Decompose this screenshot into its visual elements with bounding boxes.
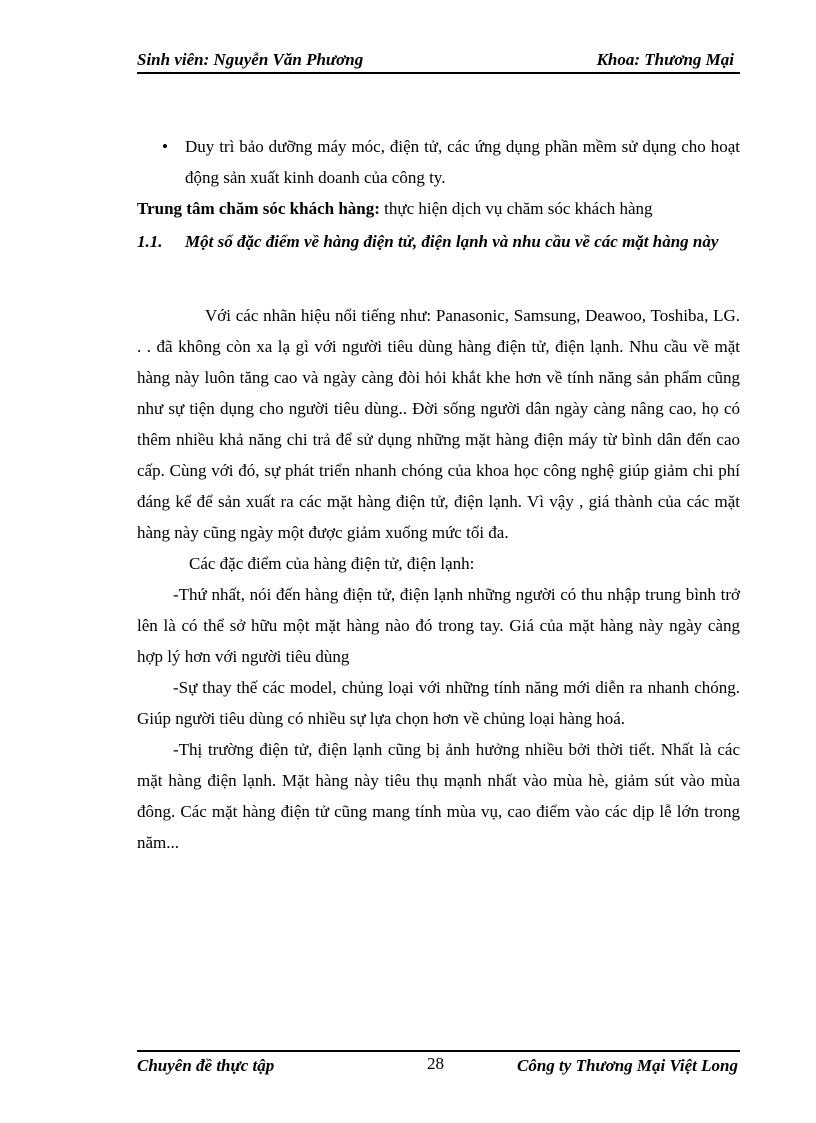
page-header — [137, 50, 740, 74]
paragraph-first-feature: -Thứ nhất, nói đến hàng điện tử, điện lạnh những người có thu nhập trung bình trở lên là có thể sở hữu một mặt hàng nào đó trong tay. Giá của mặt hàng này ngày càng hợp lý hơn với người tiêu dùng — [137, 585, 740, 666]
paragraph-second-feature: -Sự thay thế các model, chủng loại với những tính năng mới diễn ra nhanh chóng. Giúp người tiêu dùng có nhiều sự lựa chọn hơn về chủng loại hàng hoá. — [137, 678, 740, 728]
bullet-item — [137, 131, 740, 193]
section-number: 1.1. — [137, 232, 163, 251]
section-heading — [137, 226, 740, 257]
page-footer — [137, 1050, 740, 1075]
section-title: Một số đặc điểm về hàng điện tử, điện lạnh và nhu cầu về các mặt hàng này — [185, 232, 719, 251]
bullet-icon: • — [162, 137, 168, 156]
footer-report-type: Chuyên đề thực tập — [137, 1056, 275, 1075]
bullet-text: Duy trì bảo dưỡng máy móc, điện tử, các ứng dụng phần mềm sử dụng cho hoạt động sản xuất kinh doanh của công ty. — [185, 137, 740, 187]
spacer — [137, 257, 740, 288]
service-center-text: thực hiện dịch vụ chăm sóc khách hàng — [379, 199, 653, 218]
service-center-line — [137, 193, 740, 224]
page-body — [137, 131, 740, 858]
paragraph-brands: Với các nhãn hiệu nổi tiếng như: Panasonic, Samsung, Deawoo, Toshiba, LG. . . đã không còn xa lạ gì với người tiêu dùng hàng điện tử, điện lạnh. Nhu cầu về mặt hàng này luôn tăng cao và ngày càng đòi hỏi khắt khe hơn về tính năng sản phẩm cũng như sự tiện dụng cho người tiêu dùng.. Đời sống người dân ngày càng nâng cao, họ có thêm nhiều khả năng chi trả để sử dụng những mặt hàng điện máy từ bình dân đến cao cấp. Cùng với đó, sự phát triển nhanh chóng của khoa học công nghệ giúp giảm chi phí đáng kể để sản xuất ra các mặt hàng điện tử, điện lạnh. Vì vậy , giá thành của các mặt hàng này cũng ngày một được giảm xuống mức tối đa. — [137, 306, 740, 542]
paragraph-features-intro: Các đặc điểm của hàng điện tử, điện lạnh: — [189, 554, 475, 573]
paragraph-third-feature: -Thị trường điện tử, điện lạnh cũng bị ảnh hưởng nhiều bởi thời tiết. Nhất là các mặt hàng điện lạnh. Mặt hàng này tiêu thụ mạnh nhất vào mùa hè, giảm sút vào mùa đông. Các mặt hàng điện tử cũng mang tính mùa vụ, cao điểm vào các dịp lễ lớn trong năm... — [137, 740, 740, 852]
footer-company: Công ty Thương Mại Việt Long — [517, 1056, 738, 1075]
header-student: Sinh viên: Nguyễn Văn Phương — [137, 50, 364, 69]
page-number: 28 — [427, 1054, 444, 1073]
header-faculty: Khoa: Thương Mại — [596, 50, 734, 69]
service-center-label: Trung tâm chăm sóc khách hàng: — [137, 199, 380, 218]
